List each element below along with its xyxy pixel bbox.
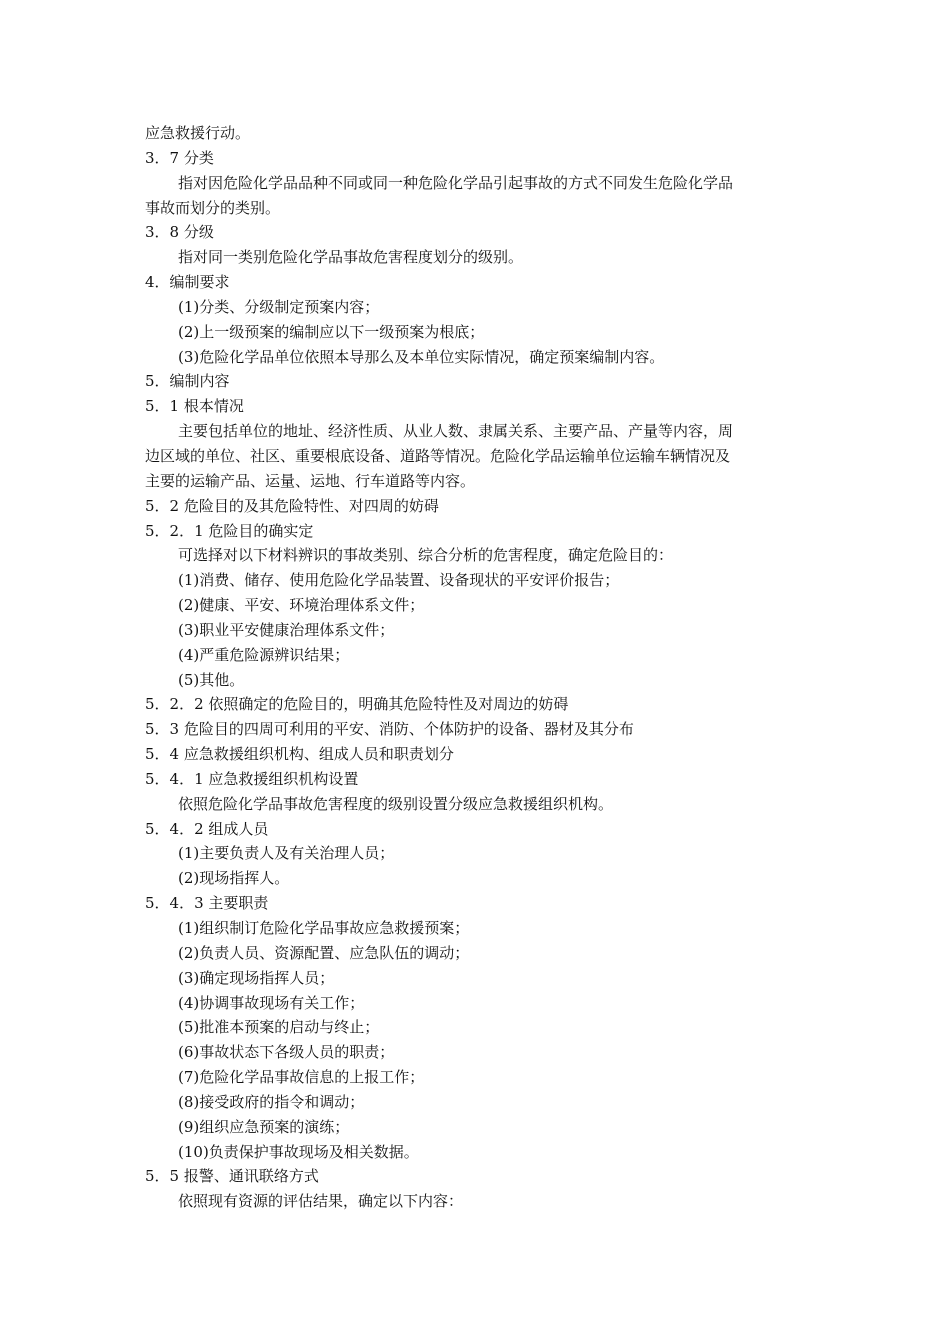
text-line: 指对同一类别危险化学品事故危害程度划分的级别。 xyxy=(178,248,524,267)
text-line: 5．5 报警、通讯联络方式 xyxy=(145,1167,319,1186)
text-line: 依照现有资源的评估结果，确定以下内容： xyxy=(178,1192,464,1211)
text-line: (2)负责人员、资源配置、应急队伍的调动； xyxy=(178,943,470,962)
text-line: (7)危险化学品事故信息的上报工作； xyxy=(178,1068,425,1087)
text-line: (4)严重危险源辨识结果； xyxy=(178,645,350,664)
text-line: 5．4．2 组成人员 xyxy=(145,819,269,838)
text-line: 5．编制内容 xyxy=(145,372,230,391)
text-line: (3)危险化学品单位依照本导那么及本单位实际情况，确定预案编制内容。 xyxy=(178,347,665,366)
text-line: (1)组织制订危险化学品事故应急救援预案； xyxy=(178,919,470,937)
document-body xyxy=(145,121,810,1214)
text-line: 5．4．1 应急救援组织机构设置 xyxy=(145,769,359,788)
text-line: 主要的运输产品、运量、运地、行车道路等内容。 xyxy=(145,471,476,490)
text-line: 主要包括单位的地址、经济性质、从业人数、隶属关系、主要产品、产量等内容，周 xyxy=(178,422,734,441)
text-line: 5．2 危险目的及其危险特性、对四周的妨碍 xyxy=(145,496,439,515)
text-line: 指对因危险化学品品种不同或同一种危险化学品引起事故的方式不同发生危险化学品 xyxy=(178,173,734,192)
text-line: (3)确定现场指挥人员； xyxy=(178,968,335,987)
text-line: 5．4 应急救援组织机构、组成人员和职责划分 xyxy=(145,745,454,764)
text-line: 4．编制要求 xyxy=(145,273,230,292)
text-line: (3)职业平安健康治理体系文件； xyxy=(178,620,395,639)
text-line: (2)上一级预案的编制应以下一级预案为根底； xyxy=(178,322,485,341)
text-line: 边区域的单位、社区、重要根底设备、道路等情况。危险化学品运输单位运输车辆情况及 xyxy=(145,446,731,465)
text-line: 3．8 分级 xyxy=(145,223,214,242)
text-line: 依照危险化学品事故危害程度的级别设置分级应急救援组织机构。 xyxy=(178,794,614,813)
text-line: (4)协调事故现场有关工作； xyxy=(178,993,365,1012)
text-line: 3．7 分类 xyxy=(145,148,214,167)
text-line: (5)其他。 xyxy=(178,670,245,689)
text-line: 可选择对以下材料辨识的事故类别、综合分析的危害程度，确定危险目的： xyxy=(178,546,674,565)
text-line: 5．2．2 依照确定的危险目的，明确其危险特性及对周边的妨碍 xyxy=(145,695,569,714)
text-line: 5．3 危险目的四周可利用的平安、消防、个体防护的设备、器材及其分布 xyxy=(145,720,634,739)
text-line: (2)健康、平安、环境治理体系文件； xyxy=(178,596,425,615)
text-line: (9)组织应急预案的演练； xyxy=(178,1117,350,1136)
text-line: (8)接受政府的指令和调动； xyxy=(178,1092,365,1111)
text-line: (1)主要负责人及有关治理人员； xyxy=(178,844,395,863)
text-line: 应急救援行动。 xyxy=(145,124,251,142)
text-line: (1)消费、储存、使用危险化学品装置、设备现状的平安评价报告； xyxy=(178,571,620,590)
text-line: 5．4．3 主要职责 xyxy=(145,894,269,913)
text-line: 5．2．1 危险目的确实定 xyxy=(145,521,314,540)
text-line: (10)负责保护事故现场及相关数据。 xyxy=(178,1142,419,1161)
text-line: (1)分类、分级制定预案内容； xyxy=(178,297,380,316)
text-line: (6)事故状态下各级人员的职责； xyxy=(178,1043,395,1062)
text-line: (2)现场指挥人。 xyxy=(178,869,290,888)
text-line: 5．1 根本情况 xyxy=(145,397,244,416)
text-line: (5)批准本预案的启动与终止； xyxy=(178,1018,380,1037)
text-line: 事故而划分的类别。 xyxy=(145,198,281,217)
